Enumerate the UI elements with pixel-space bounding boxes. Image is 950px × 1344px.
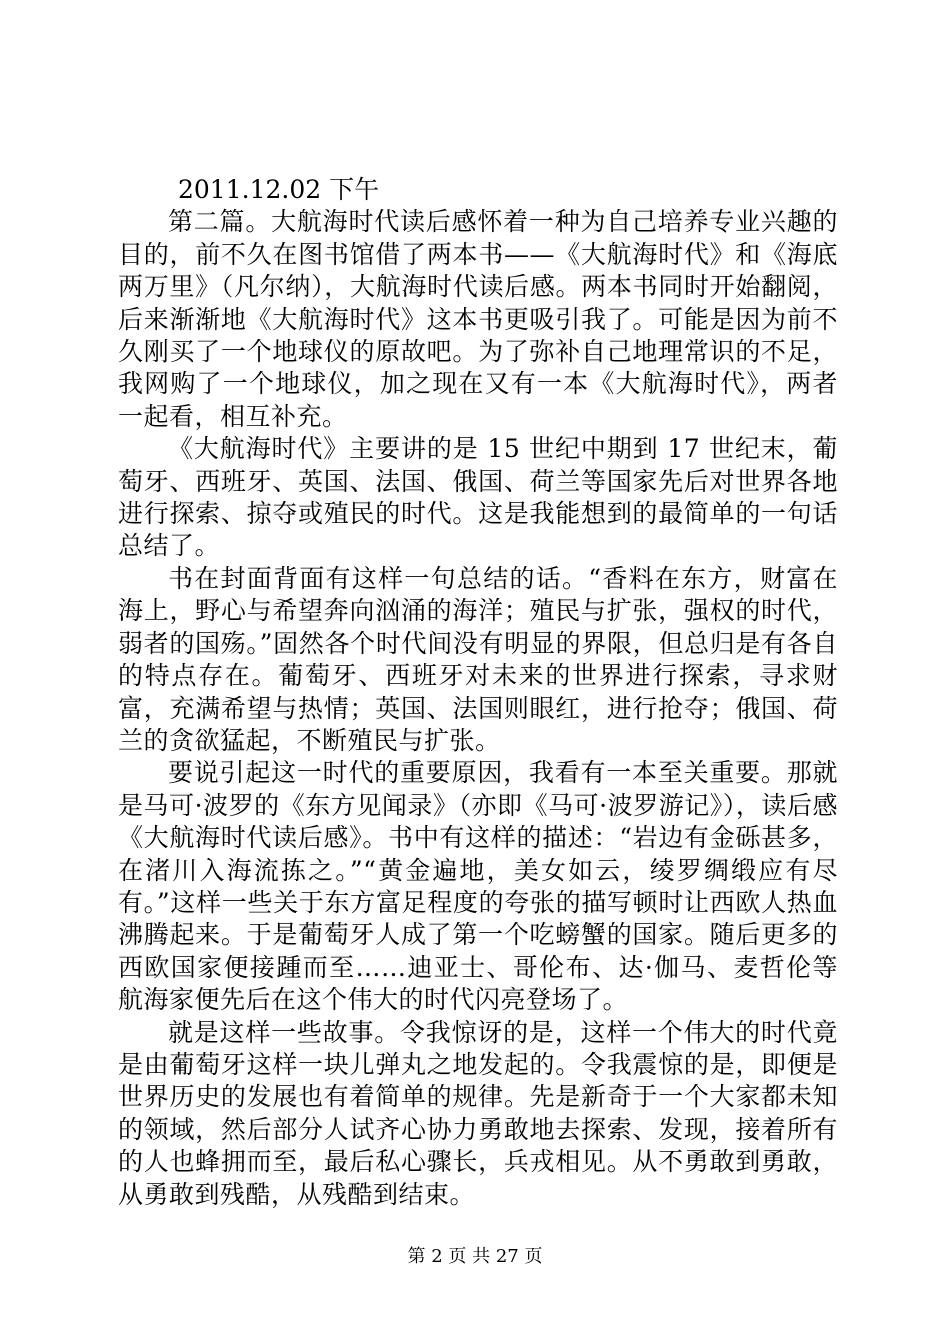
paragraph: 要说引起这一时代的重要原因，我看有一本至关重要。那就是马可·波罗的《东方见闻录》（亦即《马可·波罗游记》），读后感《大航海时代读后感》。书中有这样的描述：“岩边有金砾甚多，在渚川入海流拣之。”“黄金遍地，美女如云，绫罗绸缎应有尽有。”这样一些关于东方富足程度的夸张的描写顿时让西欧人热血沸腾起来。于是葡萄牙人成了第一个吃螃蟹的国家。随后更多的西欧国家便接踵而至……迪亚士、哥伦布、达·伽马、麦哲伦等航海家便先后在这个伟大的时代闪亮登场了。 bbox=[118, 758, 838, 1015]
date-line: 2011.12.02 下午 bbox=[178, 175, 380, 204]
paragraph: 书在封面背面有这样一句总结的话。“香料在东方，财富在海上，野心与希望奔向汹涌的海洋；殖民与扩张，强权的时代，弱者的国殇。”固然各个时代间没有明显的界限，但总归是有各自的特点存在。葡萄牙、西班牙对未来的世界进行探索，寻求财富，充满希望与热情；英国、法国则眼红，进行抢夺；俄国、荷兰的贪欲猛起，不断殖民与扩张。 bbox=[118, 563, 838, 755]
paragraph: 就是这样一些故事。令我惊讶的是，这样一个伟大的时代竟是由葡萄牙这样一块儿弹丸之地发起的。令我震惊的是，即便是世界历史的发展也有着简单的规律。先是新奇于一个大家都未知的领域，然后部分人试齐心协力勇敢地去探索、发现，接着所有的人也蜂拥而至，最后私心骤长，兵戎相见。从不勇敢到勇敢，从勇敢到残酷，从残酷到结束。 bbox=[118, 1017, 838, 1209]
page-number-footer: 第 2 页 共 27 页 bbox=[407, 1246, 543, 1267]
document-body bbox=[118, 174, 838, 1211]
paragraph: 《大航海时代》主要讲的是 15 世纪中期到 17 世纪末，葡萄牙、西班牙、英国、法国、俄国、荷兰等国家先后对世界各地进行探索、掠夺或殖民的时代。这是我能想到的最简单的一句话总结了。 bbox=[118, 434, 838, 561]
paragraph: 第二篇。大航海时代读后感怀着一种为自己培养专业兴趣的目的，前不久在图书馆借了两本书——《大航海时代》和《海底两万里》（凡尔纳），大航海时代读后感。两本书同时开始翻阅，后来渐渐地《大航海时代》这本书更吸引我了。可能是因为前不久刚买了一个地球仪的原故吧。为了弥补自己地理常识的不足，我网购了一个地球仪，加之现在又有一本《大航海时代》，两者一起看，相互补充。 bbox=[118, 207, 838, 431]
